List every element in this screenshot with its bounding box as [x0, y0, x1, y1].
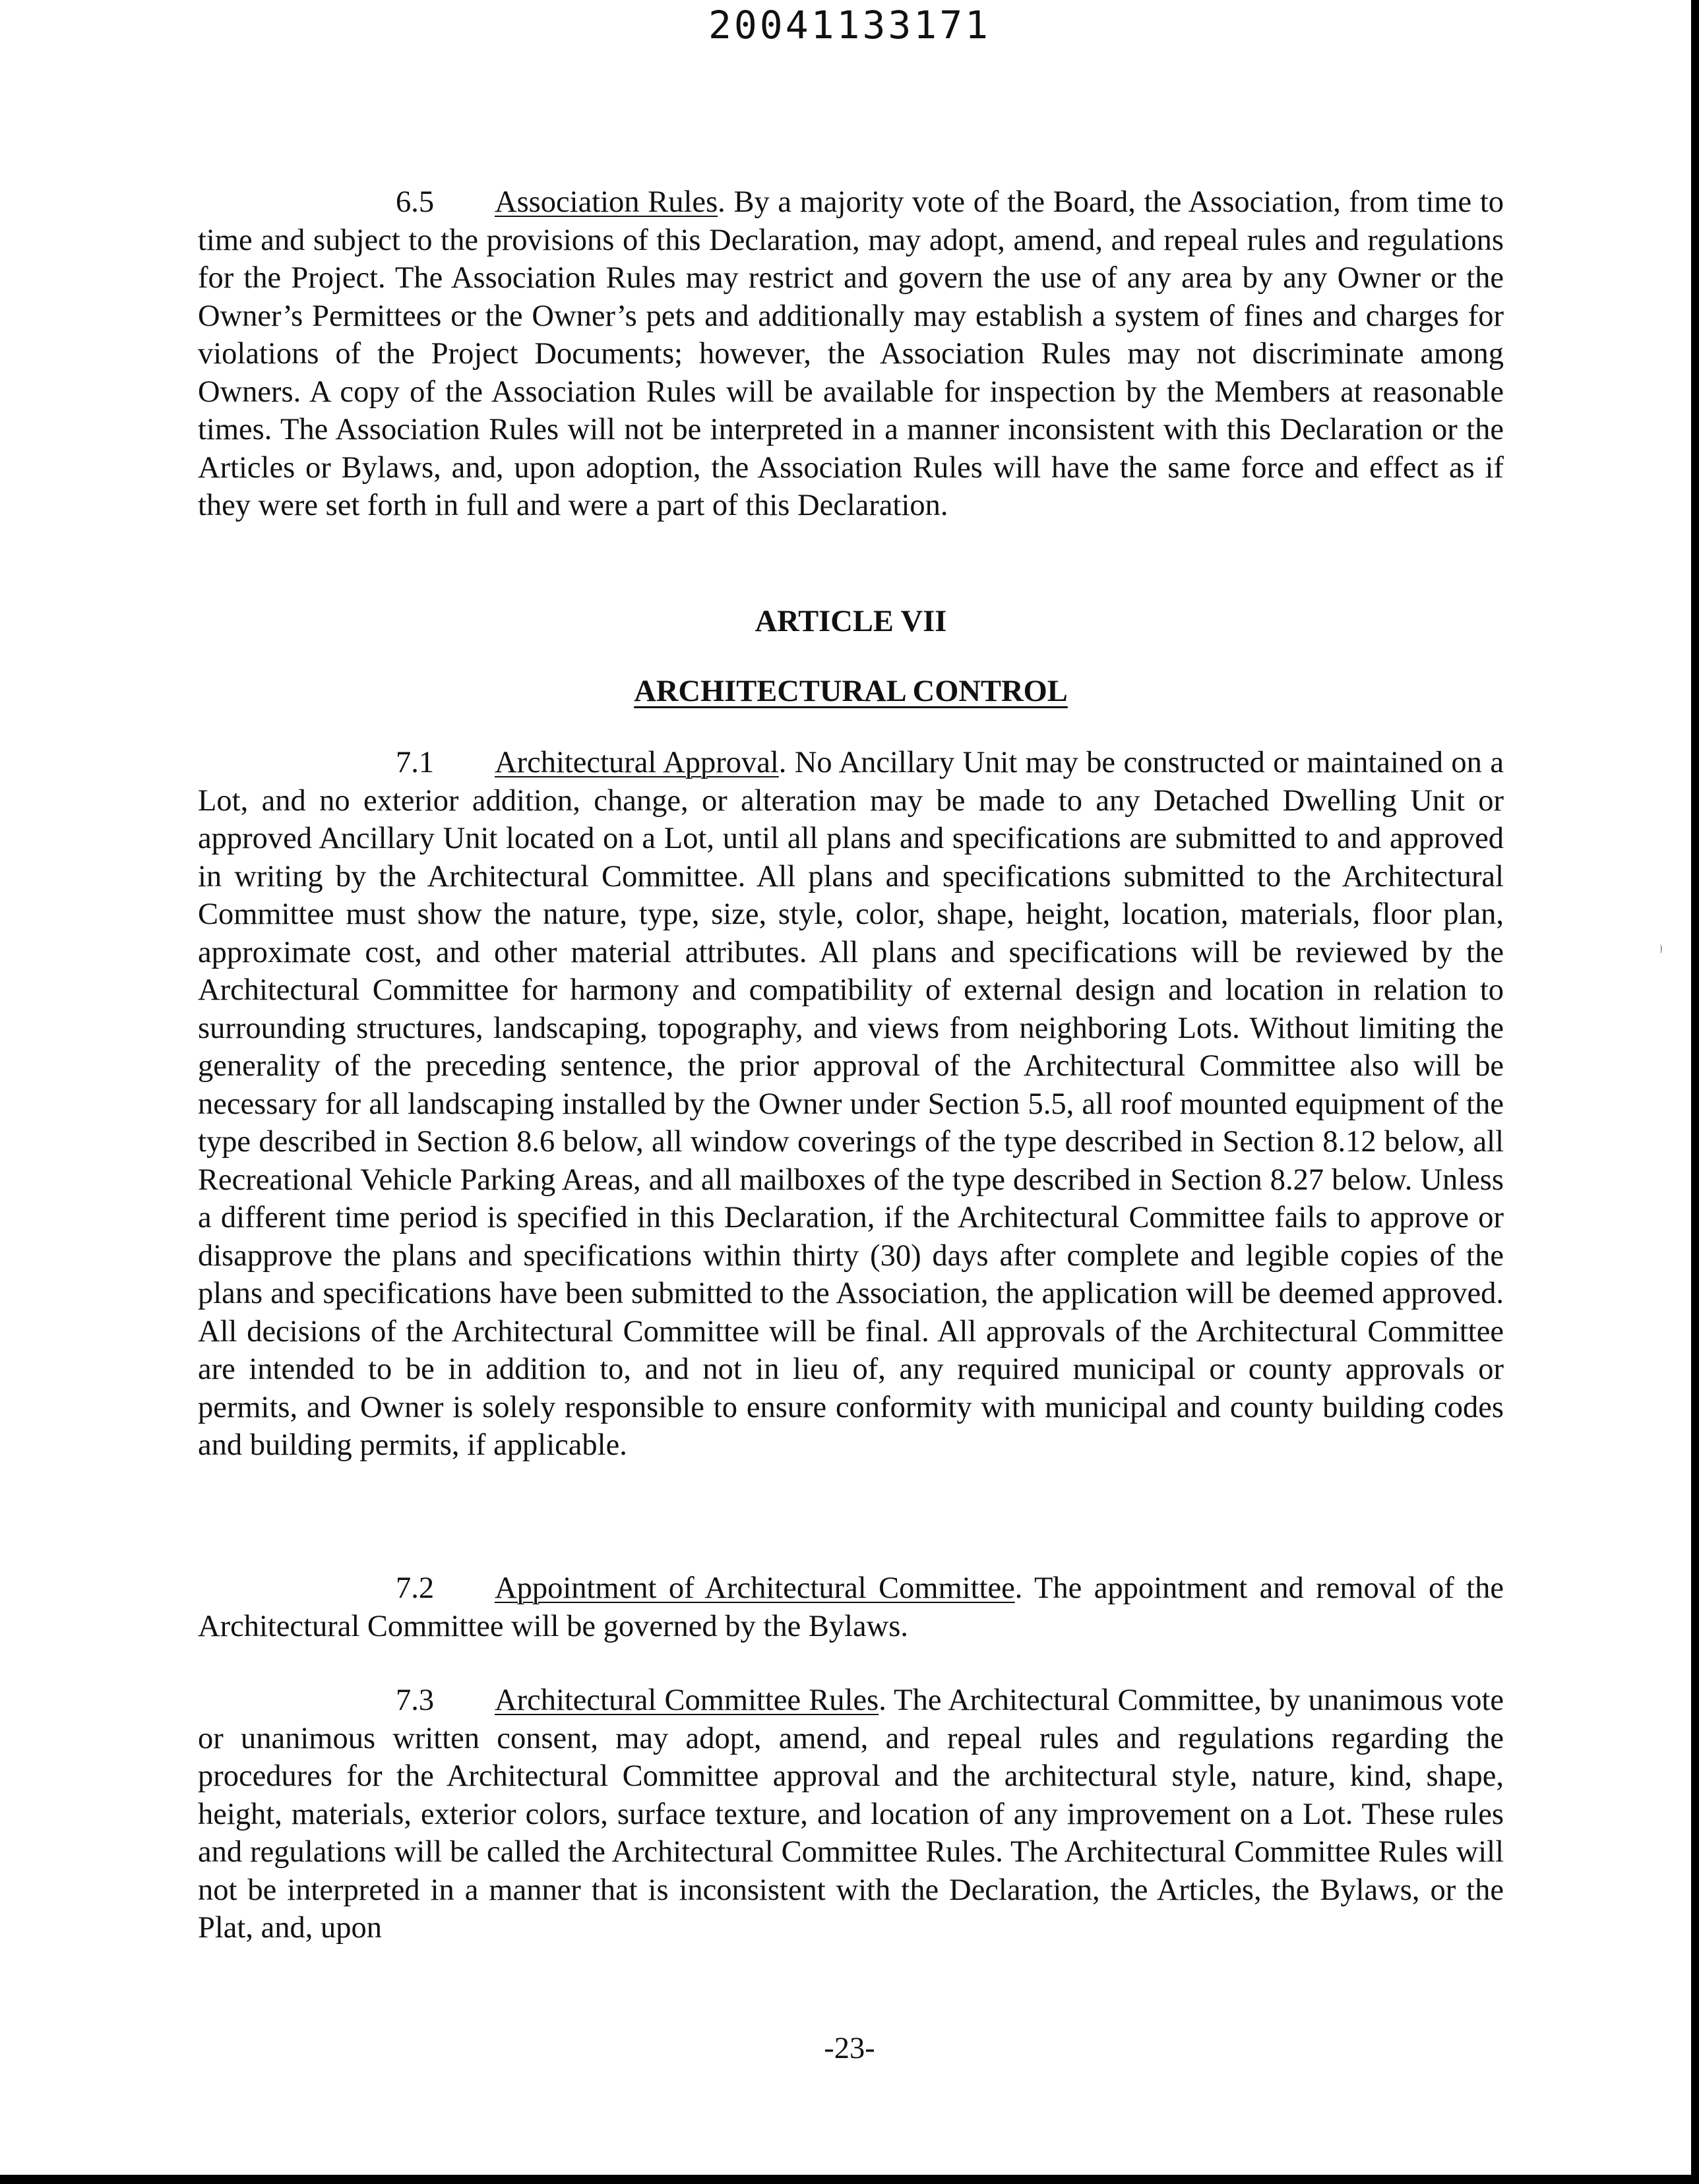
section-6-5-paragraph [198, 183, 1504, 525]
article-title: ARCHITECTURAL CONTROL [634, 675, 1068, 708]
section-7-3-title: Architectural Committee Rules [495, 1684, 879, 1717]
document-number: 20041133171 [708, 3, 991, 47]
section-7-1-paragraph [198, 744, 1504, 1465]
section-7-2 [198, 1569, 1504, 1645]
article-label: ARTICLE VII [755, 605, 947, 638]
page-number: -23- [824, 2032, 875, 2065]
section-7-1-number: 7.1 [396, 746, 435, 779]
section-7-2-paragraph [198, 1569, 1504, 1645]
section-6-5-title: Association Rules [495, 185, 718, 219]
scan-right-edge [1691, 0, 1699, 2184]
section-7-3-number: 7.3 [396, 1684, 435, 1717]
article-title-wrap [198, 674, 1504, 709]
section-7-3-paragraph [198, 1682, 1504, 1947]
section-7-2-title: Appointment of Architectural Committee [495, 1571, 1015, 1605]
section-6-5-text: . By a majority vote of the Board, the Association, from time to time and subject to the provisions of this Declaration, may adopt, amend, and repeal rules and regulations for the Project. The Association Rules may restrict and govern the use of any area by any Owner or the Owner’s Permittees or the Owner’s pets and additionally may establish a system of fines and charges for violations of the Project Documents; however, the Association Rules may not discriminate among Owners. A copy of the Association Rules will be available for inspection by the Members at reasonable times. The Association Rules will not be interpreted in a manner inconsistent with this Declaration or the Articles or Bylaws, and, upon adoption, the Association Rules will have the same force and effect as if they were set forth in full and were a part of this Declaration. [198, 185, 1504, 522]
section-7-2-number: 7.2 [396, 1571, 435, 1605]
section-7-3-text: . The Architectural Committee, by unanimous vote or unanimous written consent, may adopt, amend, and repeal rules and regulations regarding the procedures for the Architectural Committee approval and the architectural style, nature, kind, shape, height, materials, exterior colors, surface texture, and location of any improvement on a Lot. These rules and regulations will be called the Architectural Committee Rules. The Architectural Committee Rules will not be interpreted in a manner that is inconsistent with the Declaration, the Articles, the Bylaws, or the Plat, and, upon [198, 1684, 1504, 1945]
section-6-5-number: 6.5 [396, 185, 435, 219]
section-7-3 [198, 1682, 1504, 1947]
section-7-1-title: Architectural Approval [495, 746, 779, 779]
section-7-2-text: . The appointment and removal of the Architectural Committee will be governed by the Bylaws. [198, 1571, 1504, 1643]
section-7-1-text: . No Ancillary Unit may be constructed or maintained on a Lot, and no exterior addition, change, or alteration may be made to any Detached Dwelling Unit or approved Ancillary Unit located on a Lot, until all plans and specifications are submitted to and approved in writing by the Architectural Committee. All plans and specifications submitted to the Architectural Committee must show the nature, type, size, style, color, shape, height, location, materials, floor plan, approximate cost, and other material attributes. All plans and specifications will be reviewed by the Architectural Committee for harmony and compatibility of external design and location in relation to surrounding structures, landscaping, topography, and views from neighboring Lots. Without limiting the generality of the preceding sentence, the prior approval of the Architectural Committee also will be necessary for all landscaping installed by the Owner under Section 5.5, all roof mounted equipment of the type described in Section 8.6 below, all window coverings of the type described in Section 8.12 below, all Recreational Vehicle Parking Areas, and all mailboxes of the type described in Section 8.27 below. Unless a different time period is specified in this Declaration, if the Architectural Committee fails to approve or disapprove the plans and specifications within thirty (30) days after complete and legible copies of the plans and specifications have been submitted to the Association, the application will be deemed approved. All decisions of the Architectural Committee will be final. All approvals of the Architectural Committee are intended to be in addition to, and not in lieu of, any required municipal or county approvals or permits, and Owner is solely responsible to ensure conformity with municipal and county building codes and building permits, if applicable. [198, 746, 1504, 1462]
section-7-1 [198, 744, 1504, 1465]
scan-speck [1658, 944, 1662, 954]
scan-bottom-edge [0, 2175, 1699, 2184]
section-6-5 [198, 183, 1504, 525]
